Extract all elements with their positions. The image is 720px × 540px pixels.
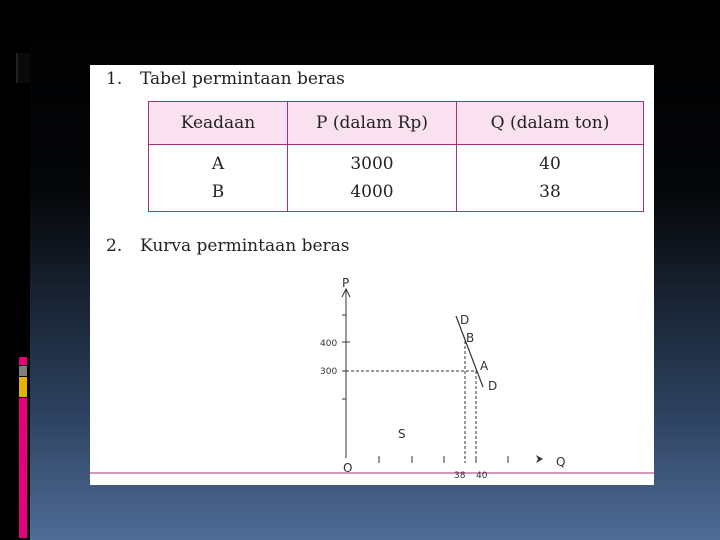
x-axis-label: Q — [556, 455, 566, 469]
curve-label-d-bottom: D — [488, 379, 498, 393]
point-b-label: B — [466, 331, 475, 345]
left-panel — [0, 0, 30, 540]
header-quantity: Q (dalam ton) — [457, 102, 644, 145]
section2-number: 2. — [106, 236, 123, 256]
section1-number: 1. — [106, 69, 123, 89]
header-price: P (dalam Rp) — [288, 102, 457, 145]
price-b: 4000 — [350, 182, 394, 202]
price-a: 3000 — [350, 154, 394, 174]
section1-title: Tabel permintaan beras — [140, 69, 345, 89]
demand-curve-graph — [90, 65, 654, 485]
x-axis-arrow — [536, 455, 543, 463]
s-label: S — [398, 427, 406, 441]
state-a: A — [211, 154, 225, 174]
accent-bar-magenta-long — [19, 398, 27, 538]
accent-bar-gold — [19, 377, 27, 397]
origin-label: O — [343, 461, 353, 475]
point-a-label: A — [480, 359, 489, 373]
x-tick-label-38: 38 — [454, 471, 466, 481]
y-tick-label-300: 300 — [320, 367, 338, 377]
curve-label-d-top: D — [460, 313, 470, 327]
qty-b: 38 — [539, 182, 561, 202]
state-b: B — [211, 182, 225, 202]
accent-bar-magenta — [19, 357, 27, 365]
x-tick-label-40: 40 — [476, 471, 488, 481]
header-keadaan: Keadaan — [149, 102, 288, 145]
y-axis-label: P — [342, 276, 350, 290]
qty-a: 40 — [539, 154, 561, 174]
document-image — [90, 65, 654, 485]
y-tick-label-400: 400 — [320, 339, 338, 349]
slide-marker — [16, 53, 30, 83]
section2-title: Kurva permintaan beras — [140, 236, 350, 256]
accent-bar-gray — [19, 366, 27, 376]
